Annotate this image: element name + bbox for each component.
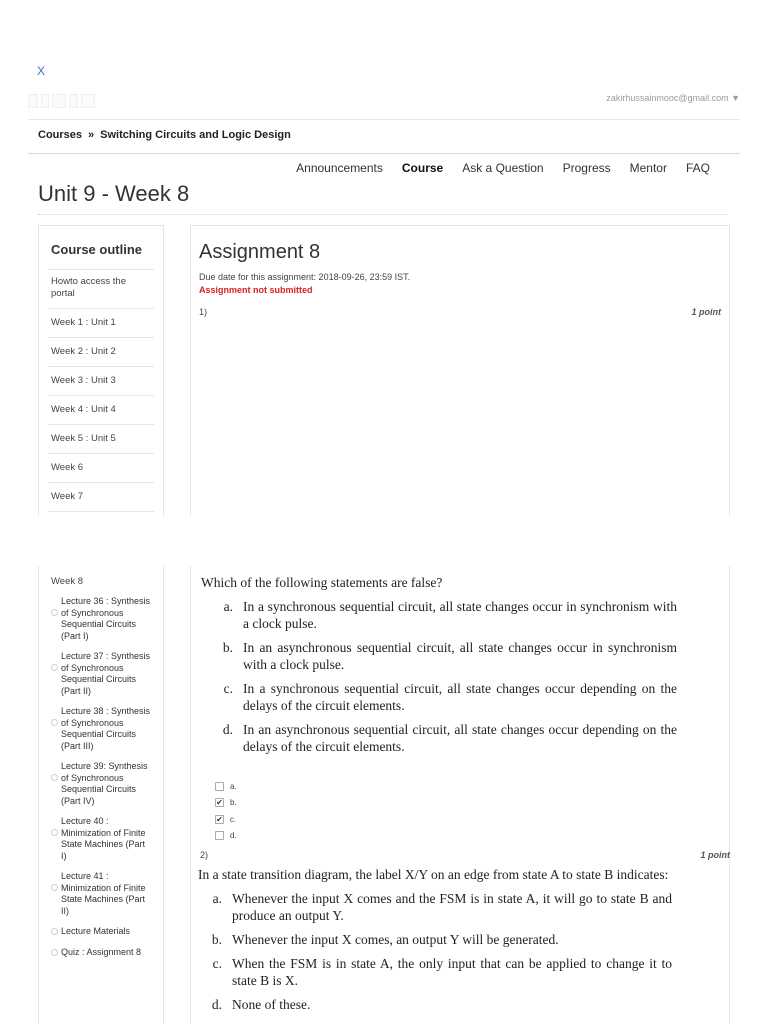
- course-outline-title: Course outline: [48, 226, 154, 270]
- sidebar-item-week3[interactable]: Week 3 : Unit 3: [48, 367, 154, 396]
- option-label: b.: [211, 932, 222, 947]
- option-label: d.: [222, 722, 233, 737]
- question-number: 1): [199, 307, 208, 317]
- option-text: When the FSM is in state A, the only input that can be applied to change it to state B is X.: [232, 956, 672, 988]
- due-date: Due date for this assignment: 2018-09-26, 23:59 IST.: [199, 272, 411, 282]
- sidebar-lecture-40[interactable]: [51, 816, 151, 862]
- option-text: In an asynchronous sequential circuit, all state changes occur depending on the delays of the circuit elements.: [243, 722, 677, 754]
- question-text: Which of the following statements are false?: [201, 575, 443, 590]
- option-a: [219, 598, 677, 632]
- nav-mentor[interactable]: Mentor: [629, 161, 667, 175]
- checkbox-label: c.: [230, 814, 237, 824]
- option-text: In a synchronous sequential circuit, all state changes occur depending on the delays of the circuit elements.: [243, 681, 677, 713]
- course-outline: [38, 225, 164, 516]
- sidebar-lecture-38[interactable]: [51, 706, 151, 752]
- sidebar-item-howto[interactable]: Howto access the portal: [48, 270, 154, 309]
- status-circle-icon: [51, 884, 58, 891]
- checkbox-icon: [215, 782, 224, 791]
- list-item-label: Lecture 38 : Synthesis of Synchronous Sequential Circuits (Part III): [61, 706, 151, 751]
- sidebar-week8-label[interactable]: Week 8: [51, 576, 84, 587]
- option-label: c.: [223, 681, 233, 696]
- breadcrumb: [38, 129, 291, 141]
- option-text: In an asynchronous sequential circuit, all state changes occur in synchronism with a clock pulse.: [243, 640, 677, 672]
- checkbox-label: b.: [230, 798, 237, 808]
- option-d: [219, 721, 677, 755]
- option-label: c.: [212, 956, 222, 971]
- status-circle-icon: [51, 928, 58, 935]
- nav-faq[interactable]: FAQ: [685, 161, 710, 175]
- option-text: In a synchronous sequential circuit, all state changes occur in synchronism with a clock pulse.: [243, 599, 677, 631]
- list-item-label: Quiz : Assignment 8: [61, 946, 142, 957]
- list-item-label: Lecture 40 : Minimization of Finite State Machines (Part I): [61, 816, 146, 861]
- checkbox-icon: ✔: [216, 814, 223, 824]
- question-1: [201, 575, 681, 755]
- option-list: [219, 598, 677, 755]
- answer-checkboxes: [215, 778, 237, 844]
- option-d: [208, 996, 672, 1013]
- option-a: [208, 890, 672, 924]
- nav-ask-question[interactable]: Ask a Question: [462, 161, 544, 175]
- nav-announcements[interactable]: Announcements: [296, 161, 383, 175]
- option-c: [219, 680, 677, 714]
- site-logo: [28, 92, 98, 110]
- list-item-label: Lecture Materials: [61, 926, 131, 936]
- option-b: [219, 639, 677, 673]
- week8-outline: [38, 566, 164, 1024]
- sidebar-item-week2[interactable]: Week 2 : Unit 2: [48, 338, 154, 367]
- status-badge: Assignment not submitted: [199, 285, 313, 295]
- question-text: In a state transition diagram, the label X/Y on an edge from state A to state B indicates:: [198, 867, 669, 882]
- nav-progress[interactable]: Progress: [562, 161, 611, 175]
- course-nav: [296, 161, 710, 175]
- checkbox-icon: [215, 831, 224, 840]
- divider: [28, 153, 740, 154]
- option-list: [208, 890, 672, 1013]
- sidebar-lecture-materials[interactable]: [51, 926, 151, 938]
- checkbox-label: a.: [230, 781, 237, 791]
- sidebar-lecture-41[interactable]: [51, 871, 151, 917]
- question-points: 1 point: [691, 307, 721, 317]
- sidebar-item-week4[interactable]: Week 4 : Unit 4: [48, 396, 154, 425]
- list-item-label: Lecture 39: Synthesis of Synchronous Sequential Circuits (Part IV): [61, 761, 148, 806]
- question-header: [200, 850, 730, 860]
- checkbox-d[interactable]: [215, 828, 237, 845]
- checkbox-icon: ✔: [216, 798, 223, 808]
- breadcrumb-separator: »: [88, 129, 95, 141]
- breadcrumb-course[interactable]: Switching Circuits and Logic Design: [100, 129, 291, 141]
- divider: [28, 119, 740, 120]
- nav-course[interactable]: Course: [401, 161, 444, 175]
- status-circle-icon: [51, 664, 58, 671]
- divider: [38, 214, 728, 215]
- list-item-label: Lecture 37 : Synthesis of Synchronous Sequential Circuits (Part II): [61, 651, 151, 696]
- list-item-label: Lecture 41 : Minimization of Finite State Machines (Part II): [61, 871, 146, 916]
- checkbox-b[interactable]: [215, 795, 237, 812]
- assignment-title: Assignment 8: [199, 241, 321, 263]
- checkbox-a[interactable]: [215, 778, 237, 795]
- sidebar-item-week5[interactable]: Week 5 : Unit 5: [48, 425, 154, 454]
- list-item-label: Lecture 36 : Synthesis of Synchronous Sequential Circuits (Part I): [61, 596, 151, 641]
- question-area: [190, 566, 730, 1024]
- sidebar-lecture-39[interactable]: [51, 761, 151, 807]
- question-points: 1 point: [700, 850, 730, 860]
- sidebar-lecture-37[interactable]: [51, 651, 151, 697]
- option-text: Whenever the input X comes and the FSM is in state A, it will go to state B and produce an output Y.: [232, 891, 672, 923]
- sidebar-item-week1[interactable]: Week 1 : Unit 1: [48, 309, 154, 338]
- checkbox-c[interactable]: [215, 811, 237, 828]
- option-label: b.: [222, 640, 233, 655]
- option-label: d.: [211, 997, 222, 1012]
- sidebar-item-week6[interactable]: Week 6: [48, 454, 154, 483]
- option-text: None of these.: [232, 997, 311, 1012]
- status-circle-icon: [51, 949, 58, 956]
- question-header: [199, 307, 721, 317]
- sidebar-quiz-assignment-8[interactable]: [51, 947, 151, 959]
- status-circle-icon: [51, 829, 58, 836]
- sidebar-lecture-36[interactable]: [51, 596, 151, 642]
- option-b: [208, 931, 672, 948]
- close-button[interactable]: X: [37, 64, 46, 78]
- status-circle-icon: [51, 609, 58, 616]
- option-text: Whenever the input X comes, an output Y will be generated.: [232, 932, 559, 947]
- question-2: [198, 866, 678, 1013]
- option-label: a.: [212, 891, 222, 906]
- page-title: Unit 9 - Week 8: [38, 181, 190, 206]
- option-c: [208, 955, 672, 989]
- assignment-panel: [190, 225, 730, 516]
- status-circle-icon: [51, 774, 58, 781]
- checkbox-label: d.: [230, 831, 237, 841]
- question-number: 2): [200, 850, 209, 860]
- option-label: a.: [223, 599, 233, 614]
- status-circle-icon: [51, 719, 58, 726]
- sidebar-item-week7[interactable]: Week 7: [48, 483, 154, 512]
- breadcrumb-courses[interactable]: Courses: [38, 129, 83, 141]
- user-account-menu[interactable]: zakirhussainmooc@gmail.com ▼: [606, 93, 740, 103]
